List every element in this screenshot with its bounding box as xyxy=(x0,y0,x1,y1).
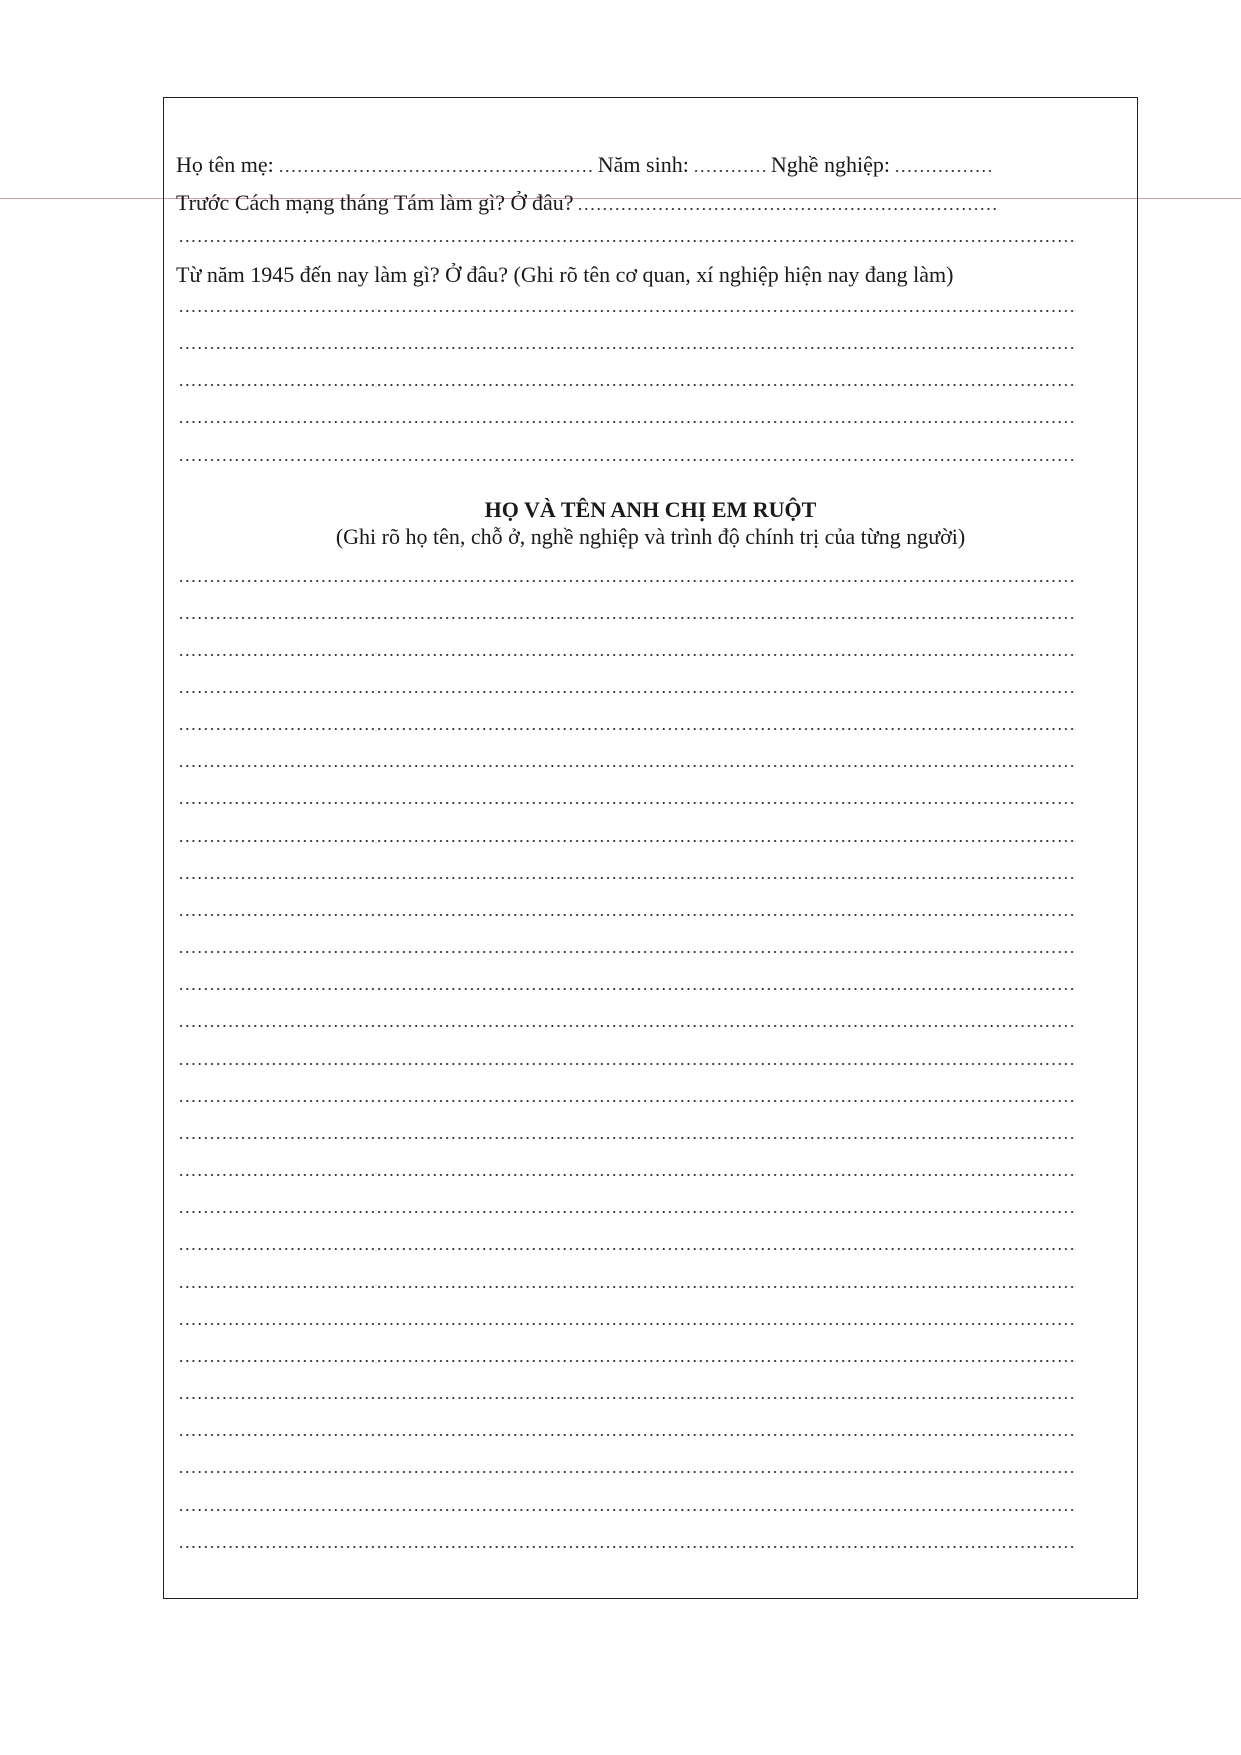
sibling-line[interactable] xyxy=(178,1286,1074,1288)
before-revolution-row xyxy=(176,190,1076,216)
sibling-line[interactable] xyxy=(178,1509,1074,1511)
sibling-line[interactable] xyxy=(178,1323,1074,1325)
birth-year-field[interactable] xyxy=(693,170,767,172)
sibling-line[interactable] xyxy=(178,1063,1074,1065)
sibling-line[interactable] xyxy=(178,728,1074,730)
sibling-line[interactable] xyxy=(178,1174,1074,1176)
since-1945-row xyxy=(176,262,1076,288)
before-revolution-field[interactable] xyxy=(577,208,997,210)
sibling-line[interactable] xyxy=(178,765,1074,767)
since-1945-line-3[interactable] xyxy=(178,384,1074,386)
sibling-line[interactable] xyxy=(178,1025,1074,1027)
sibling-line[interactable] xyxy=(178,877,1074,879)
sibling-line[interactable] xyxy=(178,802,1074,804)
before-revolution-continuation-line[interactable] xyxy=(178,240,1074,242)
sibling-line[interactable] xyxy=(178,691,1074,693)
sibling-line[interactable] xyxy=(178,1100,1074,1102)
sibling-line[interactable] xyxy=(178,914,1074,916)
sibling-line[interactable] xyxy=(178,654,1074,656)
sibling-line[interactable] xyxy=(178,1211,1074,1213)
birth-year-label: Năm sinh: xyxy=(597,152,689,177)
before-revolution-label: Trước Cách mạng tháng Tám làm gì? Ở đâu? xyxy=(176,190,574,215)
sibling-line[interactable] xyxy=(178,617,1074,619)
sibling-line[interactable] xyxy=(178,1471,1074,1473)
form-border xyxy=(163,97,1138,1599)
sibling-line[interactable] xyxy=(178,1434,1074,1436)
siblings-title: HỌ VÀ TÊN ANH CHỊ EM RUỘT xyxy=(484,497,817,522)
occupation-field[interactable] xyxy=(894,170,992,172)
sibling-line[interactable] xyxy=(178,951,1074,953)
sibling-line[interactable] xyxy=(178,840,1074,842)
mother-info-row xyxy=(176,152,1076,178)
siblings-instruction: (Ghi rõ họ tên, chỗ ở, nghề nghiệp và trình độ chính trị của từng người) xyxy=(335,524,966,549)
since-1945-line-5[interactable] xyxy=(178,459,1074,461)
sibling-line[interactable] xyxy=(178,1360,1074,1362)
sibling-line[interactable] xyxy=(178,1546,1074,1548)
mother-name-label: Họ tên mẹ: xyxy=(176,152,274,177)
sibling-line[interactable] xyxy=(178,1397,1074,1399)
sibling-line[interactable] xyxy=(178,988,1074,990)
mother-name-field[interactable] xyxy=(278,170,594,172)
since-1945-line-2[interactable] xyxy=(178,347,1074,349)
sibling-line[interactable] xyxy=(178,580,1074,582)
since-1945-line-1[interactable] xyxy=(178,310,1074,312)
since-1945-label: Từ năm 1945 đến nay làm gì? Ở đâu? (Ghi rõ tên cơ quan, xí nghiệp hiện nay đang làm) xyxy=(176,262,954,287)
sibling-line[interactable] xyxy=(178,1137,1074,1139)
since-1945-line-4[interactable] xyxy=(178,421,1074,423)
sibling-line[interactable] xyxy=(178,1248,1074,1250)
occupation-label: Nghề nghiệp: xyxy=(770,152,890,177)
